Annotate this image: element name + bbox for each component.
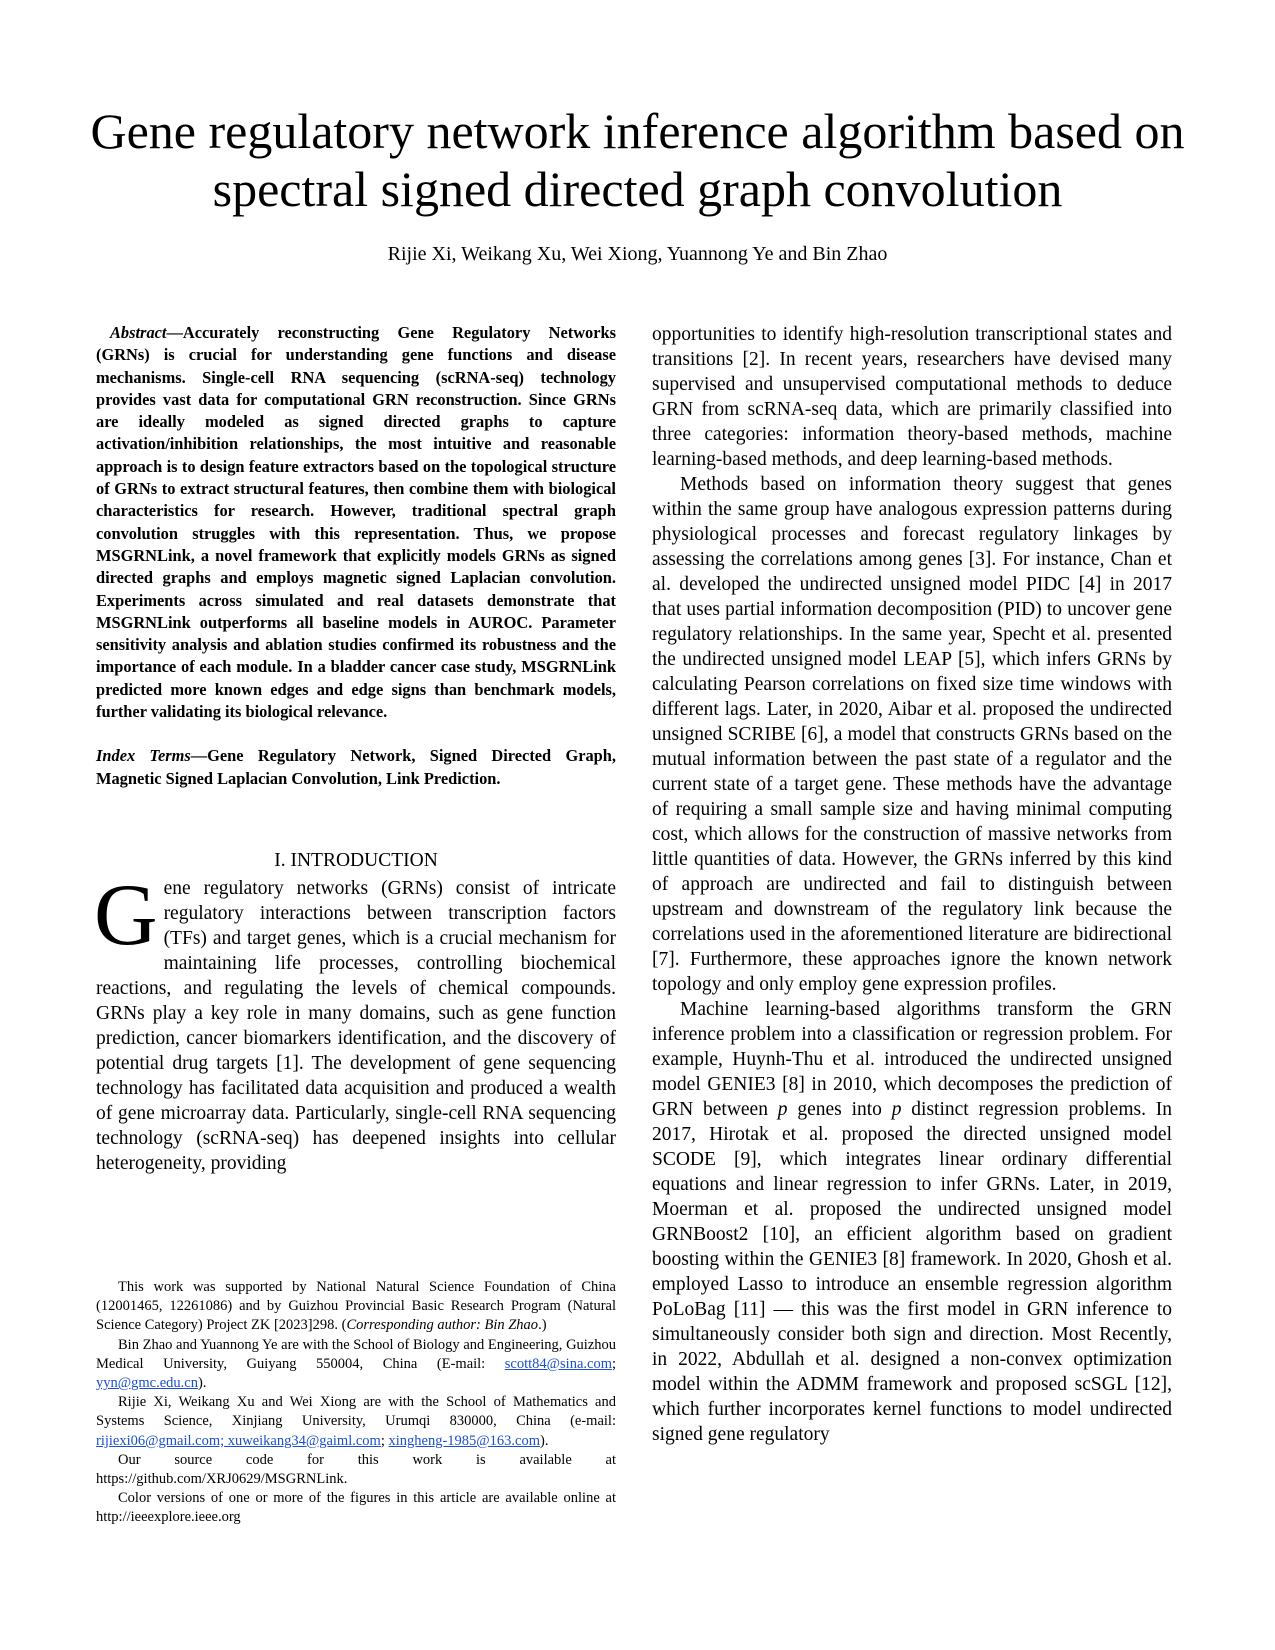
footnotes [96, 1278, 616, 1528]
abstract [96, 322, 616, 723]
index-terms [96, 745, 616, 790]
email-link-ye[interactable]: yyn@gmc.edu.cn [96, 1375, 198, 1392]
abstract-text: —Accurately reconstructing Gene Regulatory Networks (GRNs) is crucial for understanding gene functions and disease mechanisms. Single-cell RNA sequencing (scRNA-seq) technology provides vast data for computational GRN reconstruction. Since GRNs are ideally modeled as signed directed graphs to capture activation/inhibition relationships, the most intuitive and reasonable approach is to design feature extractors based on the topological structure of GRNs to extract structural features, then combine them with biological characteristics for research. However, traditional spectral graph convolution struggles with this representation. Thus, we propose MSGRNLink, a novel framework that explicitly models GRNs as signed directed graphs and employs magnetic signed Laplacian convolution. Experiments across simulated and real datasets demonstrate that MSGRNLink outperforms all baseline models in AUROC. Parameter sensitivity analysis and ablation studies confirmed its robustness and the importance of each module. In a bladder cancer case study, MSGRNLink predicted more known edges and edge signs than benchmark models, further validating its biological relevance. [96, 323, 616, 722]
index-terms-label: Index Terms [96, 746, 191, 766]
footnote-funding-end: .) [538, 1317, 547, 1334]
footnote-corresponding-author: Corresponding author: Bin Zhao [346, 1317, 539, 1334]
right-paragraph-machine-learning [652, 997, 1172, 1447]
abstract-label: Abstract [110, 323, 167, 342]
section-heading-introduction: I. INTRODUCTION [274, 849, 438, 871]
footnote-affiliation-2-end: ). [540, 1432, 549, 1449]
index-terms-text: —Gene Regulatory Network, Signed Directed Graph, Magnetic Signed Laplacian Convolution, Link Prediction. [96, 746, 617, 788]
footnote-affiliation-2 [96, 1393, 616, 1451]
footnote-funding [96, 1278, 616, 1336]
ml-text-b: genes into [787, 1099, 892, 1120]
ml-var-p-2: p [891, 1099, 902, 1120]
right-paragraph-0: opportunities to identify high-resolution transcriptional states and transitions [2]. In recent years, researchers have devised many supervised and unsupervised computational methods to deduce GRN from scRNA-seq data, which are primarily classified into three categories: information theory-based methods, machine learning-based methods, and deep learning-based methods. [652, 324, 1172, 470]
right-paragraph-information-theory: Methods based on information theory suggest that genes within the same group have analogous expression patterns during physiological processes and forecast regulatory linkages by assessing the correlations among genes [3]. For instance, Chan et al. developed the undirected unsigned model PIDC [4] in 2017 that uses partial information decomposition (PID) to uncover gene regulatory relationships. In the same year, Specht et al. presented the undirected unsigned model LEAP [5], which infers GRNs by calculating Pearson correlations on fixed size time windows with different lags. Later, in 2020, Aibar et al. proposed the undirected unsigned SCRIBE [6], a model that constructs GRNs based on the mutual information between the past state of a regulator and the current state of a target gene. These methods have the advantage of requiring a small sample size and having minimal computing cost, which allows for the construction of massive networks from little quantities of data. However, the GRNs inferred by this kind of approach are undirected and fail to distinguish between upstream and downstream of the regulatory link because the correlations used in the aforementioned literature are bidirectional [7]. Furthermore, these approaches ignore the known network topology and only employ gene expression profiles. [652, 474, 1172, 995]
footnote-separator: ; [380, 1432, 389, 1449]
footnote-affiliation-1-end: ). [197, 1375, 207, 1392]
footnote-affiliation-2-text: Rijie Xi, Weikang Xu and Wei Xiong are with the School of Mathematics and Systems Science, Xinjiang University, Urumqi 830000, China (e-mail: [96, 1394, 616, 1430]
email-link-xi-xu[interactable]: rijiexi06@gmail.com; xuweikang34@gaiml.com [96, 1432, 381, 1449]
footnote-affiliation-1-text: Bin Zhao and Yuannong Ye are with the School of Biology and Engineering, Guizhou Medical University, Guiyang 550004, China (E-mail: [96, 1336, 616, 1372]
footnote-affiliation-1 [96, 1336, 616, 1394]
footnote-color-versions: Color versions of one or more of the figures in this article are available online at http://ieeexplore.ieee.org [96, 1490, 616, 1526]
author-list: Rijie Xi, Weikang Xu, Wei Xiong, Yuannong Ye and Bin Zhao [387, 243, 888, 265]
email-link-xiong[interactable]: xingheng-1985@163.com [388, 1432, 540, 1449]
paper-title: Gene regulatory network inference algorithm based on spectral signed directed graph convolution [90, 103, 1185, 217]
footnote-separator: ; [611, 1355, 616, 1372]
ml-var-p-1: p [777, 1099, 788, 1120]
footnote-funding-text: This work was supported by National Natural Science Foundation of China (12001465, 12261086) and by Guizhou Provincial Basic Research Program (Natural Science Category) Project ZK [2023]298. ( [96, 1279, 616, 1334]
intro-paragraph-text: ene regulatory networks (GRNs) consist of intricate regulatory interactions between transcription factors (TFs) and target genes, which is a crucial mechanism for maintaining life processes, controlling biochemical reactions, and regulating the levels of chemical compounds. GRNs play a key role in many domains, such as gene function prediction, cancer biomarkers identification, and the discovery of potential drug targets [1]. The development of gene sequencing technology has facilitated data acquisition and produced a wealth of gene microarray data. Particularly, single-cell RNA sequencing technology (scRNA-seq) has deepened insights into cellular heterogeneity, providing [96, 877, 616, 1174]
drop-cap: G [94, 866, 158, 964]
ml-text-c: distinct regression problems. In 2017, Hirotak et al. proposed the directed unsigned model SCODE [9], which integrates linear ordinary differential equations and linear regression to infer GRNs. Later, in 2019, Moerman et al. proposed the undirected unsigned model GRNBoost2 [10], an efficient algorithm based on gradient boosting within the GENIE3 [8] framework. In 2020, Ghosh et al. employed Lasso to introduce an ensemble regression algorithm PoLoBag [11] — this was the first model in GRN inference to simultaneously consider both sign and direction. Most Recently, in 2022, Abdullah et al. designed a non-convex optimization model within the ADMM framework and proposed scSGL [12], which further incorporates kernel functions to model undirected signed gene regulatory [652, 1099, 1173, 1445]
right-column [652, 322, 1172, 1447]
ml-text-a: Machine learning-based algorithms transform the GRN inference problem into a classification or regression problem. For example, Huynh-Thu et al. introduced the undirected unsigned model GENIE3 [8] in 2010, which decomposes the prediction of GRN between [652, 999, 1172, 1120]
footnote-source-code: Our source code for this work is available at https://github.com/XRJ0629/MSGRNLink. [96, 1451, 616, 1488]
intro-paragraph [94, 866, 616, 1176]
left-column [96, 322, 616, 1176]
email-link-zhao[interactable]: scott84@sina.com [504, 1355, 612, 1372]
